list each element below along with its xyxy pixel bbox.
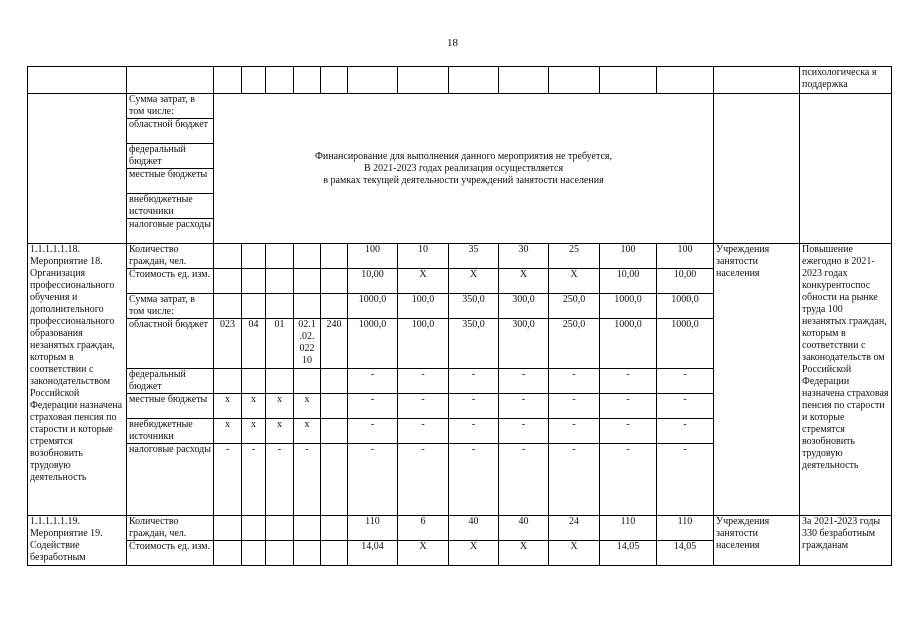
budget-code: 240 xyxy=(321,319,348,369)
budget-code xyxy=(294,269,321,294)
budget-code: х xyxy=(214,394,242,419)
value-cell: 30 xyxy=(499,244,549,269)
value-cell: - xyxy=(657,369,714,394)
value-cell: - xyxy=(600,419,657,444)
value-cell: 14,05 xyxy=(600,541,657,566)
budget-code xyxy=(214,294,242,319)
value-cell: 100,0 xyxy=(398,294,449,319)
value-cell: 14,05 xyxy=(657,541,714,566)
budget-code xyxy=(242,541,266,566)
value-cell: 300,0 xyxy=(499,319,549,369)
value-cell: 100 xyxy=(600,244,657,269)
value-cell: - xyxy=(549,419,600,444)
value-cell: - xyxy=(398,419,449,444)
value-cell: X xyxy=(549,541,600,566)
value-cell: 100 xyxy=(657,244,714,269)
value-cell: 1000,0 xyxy=(600,319,657,369)
measure-name: 1.1.1.1.1.18. Мероприятие 18. Организация профессионального обучения и дополнительного профессионального образования незанятых граждан, которым в соответствии с законодательством Российской Федерации назначена страховая пенсия по старости и которые стремятся возобновить трудовую деятельность xyxy=(28,244,127,516)
funding-note xyxy=(214,94,714,244)
budget-code xyxy=(242,516,266,541)
budget-code xyxy=(266,294,294,319)
funding-row xyxy=(28,94,892,119)
value-cell: - xyxy=(499,444,549,516)
funding-note-line: в рамках текущей деятельности учреждений занятости населения xyxy=(323,174,604,186)
executor: Учреждения занятости населения xyxy=(714,244,800,516)
value-cell: 1000,0 xyxy=(657,319,714,369)
value-cell: 1000,0 xyxy=(657,294,714,319)
budget-code xyxy=(294,294,321,319)
value-cell: X xyxy=(398,541,449,566)
value-cell: - xyxy=(549,369,600,394)
budget-code xyxy=(294,244,321,269)
value-cell: - xyxy=(398,444,449,516)
budget-code: - xyxy=(266,444,294,516)
value-cell: 24 xyxy=(549,516,600,541)
empty-cell xyxy=(714,94,800,244)
value-cell: 10,00 xyxy=(600,269,657,294)
value-cell: X xyxy=(499,269,549,294)
value-cell: - xyxy=(398,394,449,419)
value-cell: 6 xyxy=(398,516,449,541)
budget-code: 01 xyxy=(266,319,294,369)
value-cell: - xyxy=(449,369,499,394)
value-cell: - xyxy=(348,419,398,444)
budget-code xyxy=(266,541,294,566)
budget-code xyxy=(214,369,242,394)
value-cell: 14,04 xyxy=(348,541,398,566)
budget-code: х xyxy=(266,419,294,444)
value-cell: 110 xyxy=(600,516,657,541)
value-cell: X xyxy=(449,269,499,294)
budget-code xyxy=(321,244,348,269)
budget-code xyxy=(321,419,348,444)
top-continuation-row xyxy=(28,67,892,94)
funding-label: местные бюджеты xyxy=(127,169,214,194)
row-label: Количество граждан, чел. xyxy=(127,244,214,269)
budget-code xyxy=(266,244,294,269)
program-table xyxy=(27,66,892,566)
budget-code: х xyxy=(294,419,321,444)
value-cell: - xyxy=(348,444,398,516)
funding-label: Сумма затрат, в том числе: xyxy=(127,94,214,119)
value-cell: 100 xyxy=(348,244,398,269)
row-label: областной бюджет xyxy=(127,319,214,369)
empty-cell xyxy=(800,94,892,244)
value-cell: - xyxy=(600,369,657,394)
value-cell: - xyxy=(657,394,714,419)
funding-note-line: В 2021-2023 годах реализация осуществляется xyxy=(363,162,564,174)
funding-label: областной бюджет xyxy=(127,119,214,144)
value-cell: X xyxy=(449,541,499,566)
budget-code: х xyxy=(266,394,294,419)
value-cell: - xyxy=(600,394,657,419)
budget-code xyxy=(242,244,266,269)
budget-code xyxy=(242,369,266,394)
funding-label: налоговые расходы xyxy=(127,219,214,244)
budget-code xyxy=(321,444,348,516)
value-cell: 350,0 xyxy=(449,294,499,319)
value-cell: - xyxy=(549,444,600,516)
value-cell: 350,0 xyxy=(449,319,499,369)
expected-result: За 2021-2023 годы 330 безработным гражданам xyxy=(800,516,892,566)
budget-code xyxy=(294,541,321,566)
row-label: Стоимость ед. изм. xyxy=(127,269,214,294)
value-cell: - xyxy=(449,444,499,516)
budget-code xyxy=(266,369,294,394)
budget-code xyxy=(266,516,294,541)
funding-label: внебюджетные источники xyxy=(127,194,214,219)
value-cell: 1000,0 xyxy=(348,294,398,319)
value-cell: - xyxy=(449,394,499,419)
value-cell: 35 xyxy=(449,244,499,269)
measure-row xyxy=(28,516,892,541)
value-cell: 110 xyxy=(348,516,398,541)
budget-code: 02.1 .02. 022 10 xyxy=(294,319,321,369)
budget-code: х xyxy=(214,419,242,444)
value-cell: X xyxy=(499,541,549,566)
value-cell: 1000,0 xyxy=(348,319,398,369)
row-label: местные бюджеты xyxy=(127,394,214,419)
budget-code xyxy=(321,394,348,419)
value-cell: 300,0 xyxy=(499,294,549,319)
value-cell: - xyxy=(657,444,714,516)
value-cell: 110 xyxy=(657,516,714,541)
row-label: Стоимость ед. изм. xyxy=(127,541,214,566)
row-label: внебюджетные источники xyxy=(127,419,214,444)
value-cell: X xyxy=(398,269,449,294)
budget-code: х xyxy=(242,394,266,419)
value-cell: - xyxy=(657,419,714,444)
budget-code: - xyxy=(294,444,321,516)
value-cell: - xyxy=(348,369,398,394)
budget-code xyxy=(214,269,242,294)
value-cell: 250,0 xyxy=(549,294,600,319)
measure-name: 1.1.1.1.1.19. Мероприятие 19. Содействие безработным xyxy=(28,516,127,566)
value-cell: 10,00 xyxy=(348,269,398,294)
value-cell: - xyxy=(348,394,398,419)
budget-code xyxy=(242,269,266,294)
budget-code xyxy=(214,244,242,269)
measure-row xyxy=(28,244,892,269)
budget-code xyxy=(321,294,348,319)
value-cell: 40 xyxy=(449,516,499,541)
value-cell: 10 xyxy=(398,244,449,269)
empty-cell xyxy=(28,94,127,244)
row-label: Сумма затрат, в том числе: xyxy=(127,294,214,319)
budget-code xyxy=(242,294,266,319)
value-cell: 10,00 xyxy=(657,269,714,294)
value-cell: 1000,0 xyxy=(600,294,657,319)
value-cell: - xyxy=(600,444,657,516)
row-label: федеральный бюджет xyxy=(127,369,214,394)
row-label: налоговые расходы xyxy=(127,444,214,516)
value-cell: X xyxy=(549,269,600,294)
budget-code xyxy=(294,369,321,394)
value-cell: 40 xyxy=(499,516,549,541)
executor: Учреждения занятости населения xyxy=(714,516,800,566)
budget-code xyxy=(321,269,348,294)
row-label: Количество граждан, чел. xyxy=(127,516,214,541)
value-cell: - xyxy=(499,419,549,444)
funding-note-line: Финансирование для выполнения данного мероприятия не требуется, xyxy=(314,150,612,162)
value-cell: - xyxy=(499,394,549,419)
budget-code: х xyxy=(242,419,266,444)
value-cell: - xyxy=(398,369,449,394)
value-cell: 250,0 xyxy=(549,319,600,369)
value-cell: - xyxy=(549,394,600,419)
value-cell: 100,0 xyxy=(398,319,449,369)
budget-code xyxy=(321,541,348,566)
budget-code xyxy=(321,369,348,394)
expected-result: Повышение ежегодно в 2021-2023 годах конкурентоспос обности на рынке труда 100 незанятых граждан, которым в соответствии с законодательств ом Российской Федерации назначена страховая пенсия по старости и которые стремятся возобновить трудовую деятельность xyxy=(800,244,892,516)
budget-code: - xyxy=(242,444,266,516)
budget-code: 04 xyxy=(242,319,266,369)
funding-label: федеральный бюджет xyxy=(127,144,214,169)
budget-code xyxy=(321,516,348,541)
result-cell: психологическа я поддержка xyxy=(800,67,892,94)
value-cell: - xyxy=(499,369,549,394)
budget-code xyxy=(294,516,321,541)
value-cell: - xyxy=(449,419,499,444)
budget-code: 023 xyxy=(214,319,242,369)
value-cell: 25 xyxy=(549,244,600,269)
budget-code xyxy=(214,516,242,541)
budget-code: - xyxy=(214,444,242,516)
page-number: 18 xyxy=(447,37,458,49)
budget-code: х xyxy=(294,394,321,419)
budget-code xyxy=(214,541,242,566)
budget-code xyxy=(266,269,294,294)
